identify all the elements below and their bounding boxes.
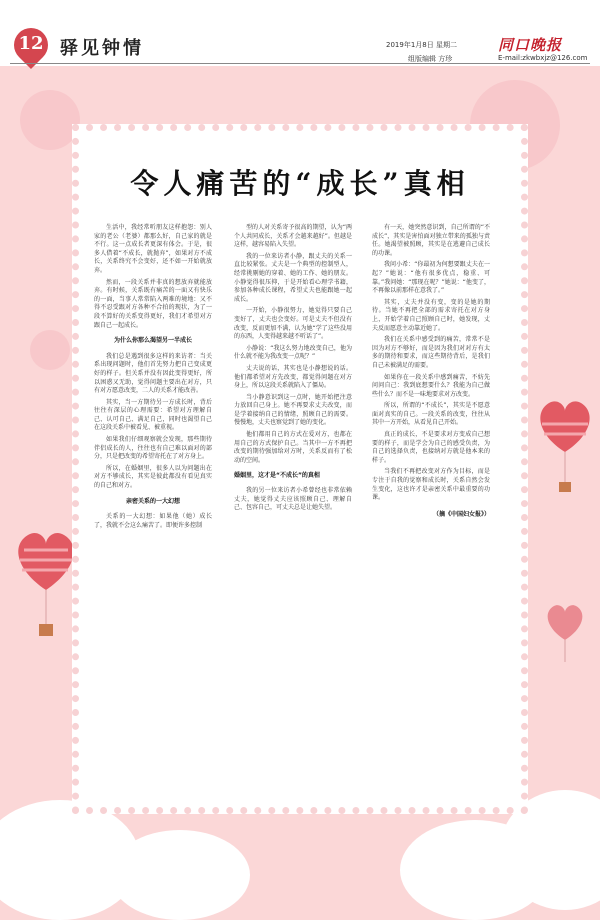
paragraph: 一开始，小静很努力，她觉得只要自己变好了，丈夫也会变好。可是丈夫不但没有改变，反而更加不满，认为她“学了这些没用的东西，人变得越来越不听话了”。	[234, 307, 352, 341]
background-heart-decoration	[30, 330, 70, 370]
paragraph: 我的一位来访者小静，跟丈夫的关系一直比较紧张。丈夫是一个典型的控制型人，经常挑剔她的穿着、她的工作、她的朋友。小静觉得很压抑，于是开始看心理学书籍，参加各种成长课程，希望丈夫也能跟她一起成长。	[234, 252, 352, 303]
paragraph: 他们都用自己的方式在爱对方，也都在用自己的方式保护自己。当其中一方不再把改变的期待强加给对方时，关系反而有了松动的空间。	[234, 431, 352, 464]
paragraph: 生活中，我经常听朋友这样抱怨：别人家的老公（老婆）都那么好，自己家的就是不行。这一点成长者更深有体会。于是，很多人借着“不成长，就抛弃”，如果对方不成长，关系终究不会变好，还不如一开始就放弃。	[94, 224, 212, 274]
contact-email: E-mail:zkwbxjz@126.com	[498, 54, 588, 62]
paragraph: 所以，所谓的“不成长”，其实是不愿意面对真实的自己。一段关系的改变，往往从其中一方开始，从看见自己开始。	[372, 402, 490, 427]
background-heart-decoration	[20, 90, 80, 150]
paragraph: 小静说：“我这么努力地改变自己，他为什么就不能为我改变一点呢？”	[234, 344, 352, 361]
paragraph: 关系的一大幻想：如果他（她）成长了，我就不会这么痛苦了。即便许多控制	[94, 513, 212, 529]
paragraph: 我们总是遇到很多这样的来访者：当关系出现问题时，他们首先努力把自己变成更好的样子。但关系并没有因此变得更好，所以困惑又无助，觉得问题主要出在对方，只有对方愿意改变，二人的关系才能改善。	[94, 352, 212, 395]
heart-balloon-small	[540, 600, 590, 680]
cloud-decoration	[110, 830, 250, 920]
section-title: 驿见钟情	[60, 38, 144, 59]
paragraph: 当我们不再把改变对方作为目标，而是专注于自我的觉察和成长时，关系自然会发生变化，这也许才是亲密关系中最重要的功课。	[372, 468, 490, 502]
paragraph: 型的人对关系寄予很高的期望，认为“两个人共同成长，关系才会越来越好”。但越是这样，越容易陷入失望。	[234, 224, 352, 249]
header-rule	[10, 63, 590, 64]
paragraph: 如果我们仔细观察就会发现，那些期待伴侣成长的人，往往也有自己难以面对的部分，只是把改变的希望寄托在了对方身上。	[94, 436, 212, 461]
paragraph: 当小静意识到这一点时，她开始把注意力放回自己身上。她不再要求丈夫改变，而是学着接纳自己的情绪，照顾自己的需要。慢慢地，丈夫也察觉到了她的变化。	[234, 393, 352, 427]
article-title: 令人痛苦的“成长”真相	[130, 167, 470, 200]
paragraph: 其实，丈夫并没有变，变的是她的期待。当她不再把全部的需求寄托在对方身上，开始学着自己照顾自己时，她发现，丈夫反而愿意主动靠近她了。	[372, 298, 490, 332]
paragraph: 真正的成长，不是要求对方变成自己想要的样子，而是学会为自己的感受负责，为自己的选择负责，也接纳对方就是他本来的样子。	[372, 431, 490, 464]
subheading: 为什么你那么渴望另一半成长	[113, 337, 192, 345]
page-header	[0, 0, 600, 66]
paragraph: 有一天，她突然意识到，自己所谓的“不成长”，其实是害怕面对独立带来的孤独与责任。她渴望被照顾，其实是在逃避自己成长的功课。	[372, 224, 490, 257]
paragraph: 然而，一段关系并非真的想放弃就能放弃。有时候，关系既有痛苦的一面又有快乐的一面，当事人常常陷入两难的境地：又不得不忍受跟对方各种不合拍的现状，为了一段不算好的关系变得更好，我们才希望对方跟自己一起成长。	[94, 278, 212, 329]
paragraph: 其实，当一方期待另一方成长时，背后往往有深层的心理需要：希望对方理解自己、认可自己、满足自己，同时也渴望自己在这段关系中被看见、被重视。	[94, 398, 212, 432]
newspaper-logo: 同口晚报	[498, 36, 563, 54]
article-column-3	[372, 224, 490, 522]
paragraph: 所以，在婚姻里，很多人以为问题出在对方不够成长，其实是彼此都没有看见真实的自己和对方。	[94, 464, 212, 490]
paragraph: 丈夫说的话，其实也是小静想说的话。他们都希望对方先改变，都觉得问题在对方身上，所以这段关系就陷入了僵局。	[234, 364, 352, 390]
paragraph: 我问小希：“你最初为何想要跟丈夫在一起？”她说：“他有很多优点，稳重、可靠。”我问她：“那现在呢？”她说：“他变了，不再像以前那样在意我了。”	[372, 261, 490, 295]
subheading: 婚姻里，这才是“不成长”的真相	[234, 472, 320, 480]
page-number: 12	[18, 33, 44, 54]
paragraph: 我们在关系中感受到的痛苦，常常不是因为对方不够好，而是因为我们对对方有太多的期待和要求，而这些期待背后，是我们自己未被满足的需要。	[372, 336, 490, 369]
article-column-2	[234, 224, 352, 516]
paragraph: 我的另一位来访者小希曾经也非常依赖丈夫，她觉得丈夫应该照顾自己、理解自己、包容自己，可丈夫总是让她失望。	[234, 487, 352, 512]
article-column-1	[94, 224, 212, 533]
article-source: （摘《中国妇女报》）	[432, 510, 490, 518]
layout-editor: 组版编辑 方珍	[408, 55, 453, 63]
paragraph: 如果你在一段关系中感到痛苦，不妨先问问自己：我到底想要什么？我能为自己做些什么？而不是一味地要求对方改变。	[372, 373, 490, 398]
heart-balloon-right	[530, 390, 600, 520]
issue-date: 2019年1月8日 星期二	[386, 41, 457, 49]
subheading: 亲密关系的一大幻想	[125, 497, 180, 505]
